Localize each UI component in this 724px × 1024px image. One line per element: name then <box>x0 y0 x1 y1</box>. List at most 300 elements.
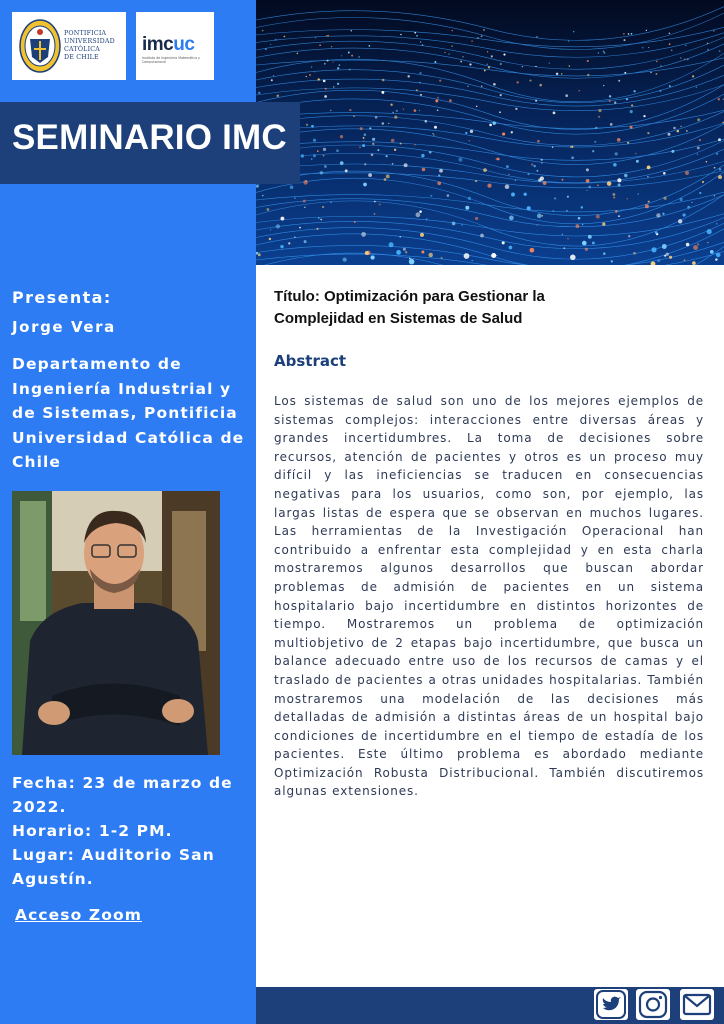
network-node <box>603 85 604 86</box>
network-node <box>365 251 369 255</box>
network-node <box>471 40 473 42</box>
network-node <box>637 193 639 195</box>
network-node <box>624 39 626 41</box>
network-node <box>469 63 471 65</box>
network-node <box>568 65 570 67</box>
network-node <box>598 109 601 112</box>
speaker-name: Jorge Vera <box>12 318 116 336</box>
network-node <box>643 115 645 117</box>
network-node <box>409 259 415 265</box>
network-node <box>313 154 316 157</box>
network-node <box>324 95 327 98</box>
network-node <box>541 159 543 161</box>
network-node <box>565 94 568 97</box>
network-node <box>407 75 409 77</box>
network-node <box>382 122 385 125</box>
network-node <box>691 202 692 203</box>
network-node <box>339 64 340 65</box>
network-node <box>553 112 556 115</box>
network-node <box>671 150 674 153</box>
zoom-access-link[interactable]: Acceso Zoom <box>15 906 142 924</box>
network-node <box>414 109 417 112</box>
network-node <box>535 66 536 67</box>
network-node <box>348 52 350 54</box>
network-node <box>447 194 450 197</box>
network-node <box>627 142 629 144</box>
network-node <box>280 217 284 221</box>
network-node <box>707 229 712 234</box>
network-node <box>586 179 590 183</box>
network-node <box>642 47 644 49</box>
network-node <box>400 34 402 36</box>
network-node <box>496 255 497 256</box>
instagram-icon <box>638 990 668 1019</box>
network-node <box>374 213 376 215</box>
network-node <box>615 210 617 212</box>
network-node <box>680 126 682 128</box>
network-node <box>430 195 432 197</box>
network-node <box>684 259 686 261</box>
network-node <box>421 154 424 157</box>
network-node <box>549 62 550 63</box>
network-node <box>280 245 283 248</box>
network-node <box>570 255 576 261</box>
network-node <box>396 110 398 112</box>
network-node <box>416 35 418 37</box>
network-node <box>444 52 445 53</box>
network-node <box>277 94 280 97</box>
network-node <box>275 39 277 41</box>
network-node <box>475 217 478 220</box>
twitter-link[interactable] <box>594 989 628 1020</box>
network-node <box>715 258 717 260</box>
network-node <box>576 224 580 228</box>
network-node <box>435 99 438 102</box>
network-node <box>326 35 328 37</box>
network-node <box>716 153 718 155</box>
network-node <box>662 213 664 215</box>
network-node <box>483 168 487 172</box>
network-node <box>370 255 374 259</box>
network-node <box>256 185 259 188</box>
network-node <box>336 149 339 152</box>
network-node <box>500 94 502 96</box>
title-banner <box>0 102 300 184</box>
network-node <box>316 228 318 230</box>
network-node <box>645 204 649 208</box>
network-node <box>686 243 690 247</box>
network-node <box>592 150 594 152</box>
network-node <box>391 139 395 143</box>
network-node <box>707 49 709 51</box>
network-node <box>710 250 714 254</box>
network-node <box>697 243 699 245</box>
network-node <box>428 253 432 257</box>
network-node <box>416 89 418 91</box>
network-node <box>680 57 682 59</box>
network-node <box>351 30 353 32</box>
network-node <box>452 222 456 226</box>
network-node <box>420 94 422 96</box>
network-node <box>669 32 671 34</box>
network-node <box>400 143 402 145</box>
network-node <box>693 245 698 250</box>
network-node <box>631 104 633 106</box>
network-node <box>677 130 680 133</box>
network-node <box>419 82 421 84</box>
network-node <box>509 246 513 250</box>
network-node <box>502 132 505 135</box>
network-node <box>487 51 488 52</box>
network-node <box>351 55 353 57</box>
network-node <box>718 175 722 179</box>
network-node <box>439 169 443 173</box>
network-node <box>660 65 662 67</box>
network-node <box>697 146 700 149</box>
network-node <box>324 63 326 65</box>
network-hero-image <box>256 0 724 265</box>
network-node <box>332 62 333 63</box>
network-node <box>628 33 630 35</box>
network-node <box>458 158 462 162</box>
mail-link[interactable] <box>680 989 714 1020</box>
network-node <box>582 241 587 246</box>
network-node <box>349 69 351 71</box>
network-node <box>481 85 482 86</box>
network-node <box>618 184 621 187</box>
network-node <box>317 150 319 152</box>
network-node <box>314 71 315 72</box>
network-node <box>462 56 463 57</box>
network-node <box>360 127 363 130</box>
network-node <box>536 36 538 38</box>
network-node <box>617 138 621 142</box>
network-node <box>364 163 366 165</box>
network-node <box>309 74 311 76</box>
network-node <box>626 98 628 100</box>
network-node <box>618 215 620 217</box>
network-node <box>388 123 389 124</box>
network-node <box>633 90 635 92</box>
network-node <box>396 250 401 255</box>
network-node <box>331 46 332 47</box>
network-node <box>597 185 599 187</box>
network-node <box>719 168 722 171</box>
network-node <box>499 111 501 113</box>
network-node <box>714 195 715 196</box>
network-node <box>650 72 652 74</box>
network-node <box>540 176 544 180</box>
network-node <box>587 60 589 62</box>
network-node <box>716 253 721 258</box>
network-node <box>511 131 513 133</box>
network-node <box>320 219 322 221</box>
network-node <box>437 97 439 99</box>
network-node <box>297 53 299 55</box>
network-node <box>323 155 325 157</box>
network-node <box>374 201 376 203</box>
network-node <box>429 151 432 154</box>
network-node <box>537 225 538 226</box>
network-node <box>481 35 483 37</box>
network-node <box>543 181 547 185</box>
speaker-department: Departamento de Ingeniería Industrial y de Sistemas, Pontificia Universidad Católica de Chile <box>12 355 245 471</box>
network-node <box>663 172 666 175</box>
network-node <box>437 181 441 185</box>
network-node <box>480 234 484 238</box>
network-node <box>556 73 558 75</box>
network-node <box>684 59 686 61</box>
network-node <box>269 238 271 240</box>
network-node <box>624 72 626 74</box>
network-node <box>655 231 658 234</box>
network-node <box>503 54 505 56</box>
network-node <box>361 232 366 237</box>
network-node <box>596 215 600 219</box>
network-node <box>341 55 342 56</box>
network-node <box>685 45 687 47</box>
network-node <box>487 64 488 65</box>
network-node <box>432 133 434 135</box>
puc-logo <box>12 12 126 80</box>
network-node <box>669 85 671 87</box>
network-node <box>647 176 648 177</box>
network-node <box>304 240 307 243</box>
network-node <box>614 101 616 103</box>
network-node <box>568 40 569 41</box>
network-node <box>573 31 574 32</box>
network-node <box>493 83 496 86</box>
network-node <box>448 53 450 55</box>
network-node <box>399 236 400 237</box>
imc-subtitle: Instituto de Ingeniería Matemática y Computacional <box>142 56 200 64</box>
network-node <box>439 80 441 82</box>
network-node <box>613 163 617 167</box>
talk-title: Título: Optimización para Gestionar la Complejidad en Sistemas de Salud <box>274 288 545 327</box>
network-node <box>564 247 566 249</box>
network-node <box>692 261 696 265</box>
network-node <box>609 95 611 97</box>
network-node <box>488 66 490 68</box>
network-node <box>671 50 673 52</box>
network-node <box>537 140 540 143</box>
network-node <box>363 140 364 141</box>
network-node <box>379 204 381 206</box>
network-node <box>337 83 339 85</box>
network-node <box>631 33 633 35</box>
network-node <box>386 174 390 178</box>
network-node <box>586 168 589 171</box>
network-node <box>615 152 618 155</box>
network-node <box>647 166 651 170</box>
network-node <box>682 213 685 216</box>
network-node <box>434 126 437 129</box>
network-node <box>460 61 462 63</box>
network-node <box>571 156 574 159</box>
network-node <box>613 196 615 198</box>
network-node <box>441 257 443 259</box>
network-node <box>404 163 408 167</box>
network-node <box>588 235 592 239</box>
network-node <box>697 153 698 154</box>
network-node <box>405 251 407 253</box>
network-node <box>685 171 689 175</box>
network-node <box>368 173 372 177</box>
network-node <box>594 141 596 143</box>
network-node <box>299 227 301 229</box>
network-node <box>464 253 470 259</box>
network-node <box>588 186 591 189</box>
network-node <box>294 236 296 238</box>
network-node <box>345 169 348 172</box>
puc-wordmark: PONTIFICIA UNIVERSIDAD CATÓLICA DE CHILE <box>64 30 115 61</box>
network-node <box>323 80 326 83</box>
network-node <box>372 138 375 141</box>
network-node <box>552 210 554 212</box>
abstract-heading: Abstract <box>274 352 347 370</box>
network-node <box>491 55 493 57</box>
network-node <box>511 193 515 197</box>
network-node <box>696 86 697 87</box>
network-node <box>509 216 514 221</box>
network-node <box>375 116 378 119</box>
network-node <box>592 242 595 245</box>
network-node <box>648 201 650 203</box>
network-node <box>630 126 633 129</box>
network-node <box>662 244 667 249</box>
network-node <box>273 75 274 76</box>
network-node <box>390 104 392 106</box>
network-node <box>369 45 371 47</box>
network-node <box>422 44 423 45</box>
network-node <box>534 165 536 167</box>
network-node <box>659 90 661 92</box>
instagram-link[interactable] <box>636 989 670 1020</box>
network-node <box>618 80 620 82</box>
network-node <box>612 193 615 196</box>
network-node <box>611 260 613 262</box>
network-node <box>699 192 701 194</box>
network-node <box>340 135 343 138</box>
event-details <box>12 771 248 891</box>
network-node <box>303 200 306 203</box>
mail-icon <box>682 990 712 1019</box>
network-node <box>716 223 717 224</box>
network-node <box>666 253 669 256</box>
network-node <box>492 121 495 124</box>
event-date: Fecha: 23 de marzo de 2022. <box>12 774 233 816</box>
network-node <box>535 100 537 102</box>
network-node <box>315 37 317 39</box>
event-time: Horario: 1-2 PM. <box>12 822 173 840</box>
network-node <box>461 224 463 226</box>
network-node <box>330 110 332 112</box>
network-node <box>333 86 334 87</box>
network-node <box>609 100 611 102</box>
network-node <box>522 66 523 67</box>
network-node <box>349 109 351 111</box>
seminar-title: SEMINARIO IMC <box>12 118 287 157</box>
network-node <box>673 127 676 130</box>
network-node <box>586 190 587 191</box>
network-node <box>719 50 721 52</box>
network-node <box>403 248 406 251</box>
network-node <box>419 210 422 213</box>
network-node <box>327 60 329 62</box>
network-node <box>470 130 473 133</box>
network-node <box>581 206 584 209</box>
network-node <box>598 116 600 118</box>
network-node <box>595 127 597 129</box>
network-node <box>571 146 573 148</box>
network-node <box>416 212 421 217</box>
network-node <box>536 170 538 172</box>
network-node <box>451 45 452 46</box>
network-node <box>491 253 496 258</box>
network-node <box>718 138 721 141</box>
network-node <box>508 174 509 175</box>
network-node <box>515 180 516 181</box>
network-node <box>288 242 290 244</box>
network-node <box>384 178 387 181</box>
network-node <box>506 165 509 168</box>
network-node <box>496 158 498 160</box>
network-node <box>483 29 484 30</box>
network-node <box>623 33 624 34</box>
network-node <box>487 183 491 187</box>
network-node <box>636 160 639 163</box>
network-node <box>702 181 704 183</box>
network-node <box>587 74 589 76</box>
network-node <box>392 112 393 113</box>
network-node <box>668 133 671 136</box>
network-node <box>323 148 326 151</box>
network-node <box>469 140 470 141</box>
network-node <box>306 76 307 77</box>
network-node <box>562 234 563 235</box>
network-node <box>262 30 264 32</box>
network-node <box>579 90 580 91</box>
network-node <box>363 183 367 187</box>
network-node <box>713 30 715 32</box>
network-node <box>476 106 477 107</box>
network-node <box>663 197 666 200</box>
network-node <box>392 163 394 165</box>
network-node <box>502 241 505 244</box>
network-node <box>311 125 314 128</box>
network-node <box>627 198 628 199</box>
network-node <box>343 257 347 261</box>
network-node <box>354 221 356 223</box>
network-node <box>409 258 410 259</box>
network-node <box>527 206 531 210</box>
network-node <box>630 110 633 113</box>
network-node <box>657 259 660 262</box>
network-node <box>567 238 568 239</box>
network-node <box>582 224 584 226</box>
network-node <box>359 146 361 148</box>
network-node <box>420 233 424 237</box>
network-node <box>419 110 420 111</box>
network-node <box>313 139 316 142</box>
network-node <box>714 167 716 169</box>
network-node <box>604 52 606 54</box>
network-node <box>484 70 486 72</box>
network-node <box>656 213 660 217</box>
network-node <box>524 193 527 196</box>
network-node <box>610 123 613 126</box>
network-node <box>687 58 689 60</box>
